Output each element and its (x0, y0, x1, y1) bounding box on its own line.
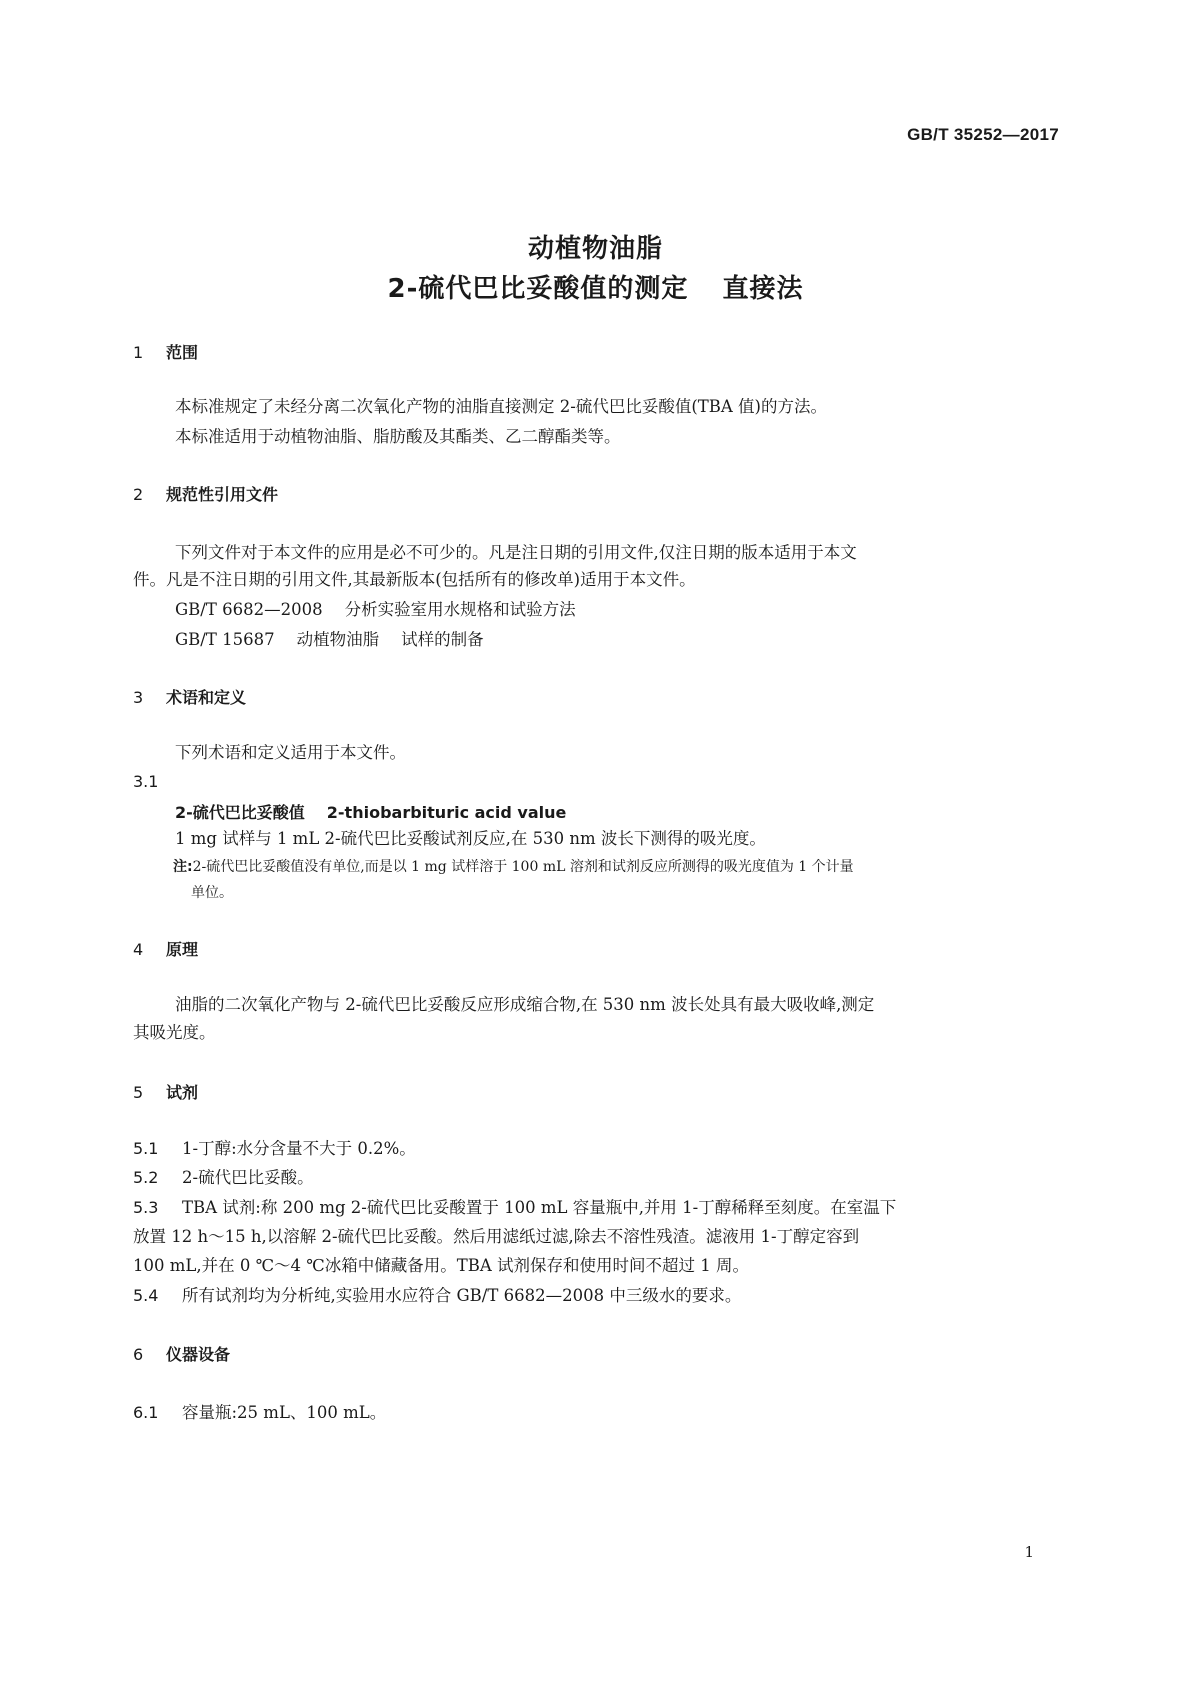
section-5-heading: 5 试剂 (133, 1083, 199, 1102)
term-definition: 1 mg 试样与 1 mL 2-硫代巴比妥酸试剂反应,在 530 nm 波长下测得的吸光度。 (175, 829, 766, 848)
section-1-para-1: 本标准规定了未经分离二次氧化产物的油脂直接测定 2-硫代巴比妥酸值(TBA 值)的方法。 (175, 397, 827, 416)
term-note-line2: 单位。 (191, 885, 233, 901)
section-3-heading: 3 术语和定义 (133, 688, 247, 707)
section-1-para-2: 本标准适用于动植物油脂、脂肪酸及其酯类、乙二醇酯类等。 (175, 427, 621, 446)
item-6-1: 6.1 容量瓶:25 mL、100 mL。 (133, 1403, 387, 1422)
section-2-para-line1: 下列文件对于本文件的应用是必不可少的。凡是注日期的引用文件,仅注日期的版本适用于本文 (175, 543, 857, 562)
term-heading: 2-硫代巴比妥酸值 2-thiobarbituric acid value (175, 803, 567, 822)
section-4-para-line2: 其吸光度。 (133, 1023, 216, 1042)
section-4-heading: 4 原理 (133, 940, 199, 959)
item-5-3-line1: 5.3 TBA 试剂:称 200 mg 2-硫代巴比妥酸置于 100 mL 容量瓶中,并用 1-丁醇稀释至刻度。在室温下 (133, 1198, 897, 1217)
term-number: 3.1 (133, 772, 159, 791)
title-part-a: 2-硫代巴比妥酸值的测定 (387, 274, 689, 304)
title-part-b: 直接法 (722, 274, 804, 304)
reference-1: GB/T 6682—2008 分析实验室用水规格和试验方法 (175, 600, 576, 619)
reference-2: GB/T 15687 动植物油脂 试样的制备 (175, 630, 484, 649)
item-5-2: 5.2 2-硫代巴比妥酸。 (133, 1168, 314, 1187)
section-2-heading: 2 规范性引用文件 (133, 485, 279, 504)
document-title-line2 (0, 268, 1191, 305)
section-6-heading: 6 仪器设备 (133, 1345, 231, 1364)
section-3-para-1: 下列术语和定义适用于本文件。 (175, 743, 406, 762)
item-5-3-line3: 100 mL,并在 0 ℃～4 ℃冰箱中储藏备用。TBA 试剂保存和使用时间不超过 1 周。 (133, 1256, 750, 1275)
section-4-para-line1: 油脂的二次氧化产物与 2-硫代巴比妥酸反应形成缩合物,在 530 nm 波长处具有最大吸收峰,测定 (175, 995, 875, 1014)
section-1-heading: 1 范围 (133, 343, 199, 362)
page-number: 1 (1024, 1543, 1034, 1561)
item-5-4: 5.4 所有试剂均为分析纯,实验用水应符合 GB/T 6682—2008 中三级水的要求。 (133, 1286, 742, 1305)
item-5-1: 5.1 1-丁醇:水分含量不大于 0.2%。 (133, 1139, 416, 1158)
item-5-3-line2: 放置 12 h～15 h,以溶解 2-硫代巴比妥酸。然后用滤纸过滤,除去不溶性残渣。滤液用 1-丁醇定容到 (133, 1227, 860, 1246)
section-2-para-line2: 件。凡是不注日期的引用文件,其最新版本(包括所有的修改单)适用于本文件。 (133, 570, 696, 589)
standard-number: GB/T 35252—2017 (907, 125, 1059, 144)
document-title-line1: 动植物油脂 (527, 234, 663, 264)
term-note-line1: 注:2-硫代巴比妥酸值没有单位,而是以 1 mg 试样溶于 100 mL 溶剂和试剂反应所测得的吸光度值为 1 个计量 (173, 859, 854, 875)
